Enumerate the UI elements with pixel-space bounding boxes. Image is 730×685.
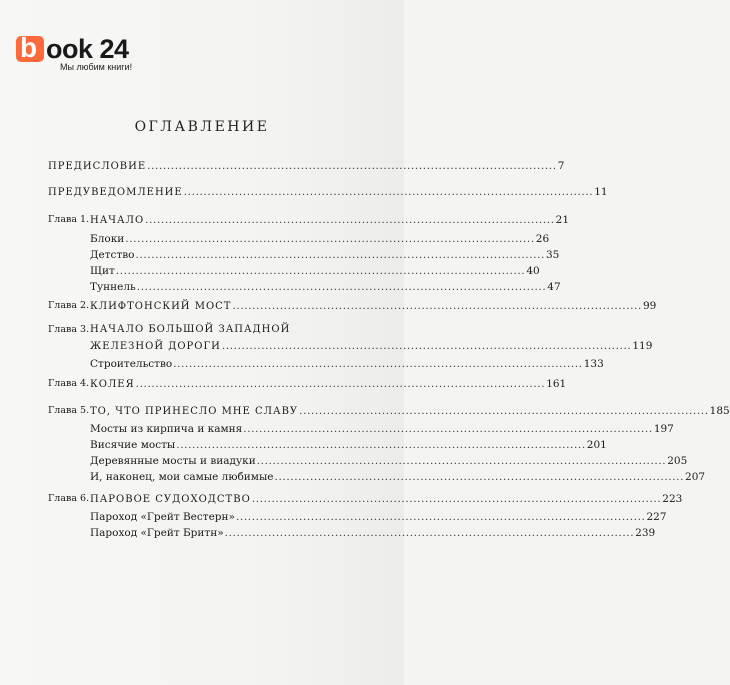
toc-entry-label: Туннель [90,281,136,293]
leader-dots: ........................................................................................................ [256,455,667,467]
toc-entry-chapter-6[interactable] [48,491,683,507]
leader-dots: ........................................................................................................ [224,527,635,539]
leader-dots: ........................................................................................................ [221,340,632,352]
toc-page-number: 227 [646,511,667,523]
leader-dots: ........................................................................................................ [235,511,646,523]
toc-page-number: 35 [546,249,560,261]
toc-entry-label-line2: ЖЕЛЕЗНОЙ ДОРОГИ [90,341,221,352]
toc-entry-chapter-4[interactable] [48,376,567,392]
toc-entry-shield[interactable] [48,263,540,279]
leader-dots: ........................................................................................................ [176,439,586,451]
toc-page-number: 26 [535,233,550,245]
chapter-number: Глава 5. [48,405,90,416]
toc-page-number: 119 [632,340,653,352]
leader-dots: ........................................................................................................ [147,160,557,172]
toc-entry-chapter-2[interactable] [48,298,657,314]
toc-page-number: 99 [642,300,657,312]
toc-page-number: 21 [555,214,570,226]
logo-tagline: Мы любим книги! [60,62,133,72]
toc-entry-label: ТО, ЧТО ПРИНЕСЛО МНЕ СЛАВУ [90,406,299,417]
leader-dots: ........................................................................................................ [125,233,535,245]
toc-entry-label: ПРЕДИСЛОВИЕ [48,161,147,172]
toc-entry-label: ПРЕДУВЕДОМЛЕНИЕ [48,187,183,198]
chapter-number: Глава 6. [48,493,90,504]
toc-entry-chapter-3[interactable] [48,322,358,338]
toc-page-number: 201 [586,439,607,451]
leader-dots: ........................................................................................................ [274,471,685,483]
chapter-number: Глава 2. [48,300,90,311]
toc-entry-wooden-bridges[interactable] [48,453,688,469]
toc-entry-great-britain[interactable] [48,525,656,541]
toc-entry-suspension-bridges[interactable] [48,437,607,453]
leader-dots: ........................................................................................................ [173,358,583,370]
toc-entry-label: НАЧАЛО БОЛЬШОЙ ЗАПАДНОЙ [90,324,291,335]
toc-entry-label: Висячие мосты [90,439,176,451]
leader-dots: ........................................................................................................ [183,186,594,198]
leader-dots: ........................................................................................................ [135,249,545,261]
toc-entry-label: И, наконец, мои самые любимые [90,471,274,483]
toc-entry-label: Мосты из кирпича и камня [90,423,243,435]
book24-logo[interactable] [16,32,146,76]
toc-entry-label: Пароход «Грейт Вестерн» [90,511,235,523]
toc-entry-childhood[interactable] [48,247,560,263]
toc-entry-label: Блоки [90,233,125,245]
logo-b-letter: b [20,32,38,63]
leader-dots: ........................................................................................................ [145,214,555,226]
toc-entry-label: Пароход «Грейт Бритн» [90,527,224,539]
leader-dots: ........................................................................................................ [299,405,709,417]
toc-page-number: 185 [709,405,730,417]
toc-entry-label: КЛИФТОНСКИЙ МОСТ [90,301,232,312]
chapter-number: Глава 3. [48,324,90,335]
leader-dots: ........................................................................................................ [251,493,662,505]
toc-entry-preface[interactable] [48,158,565,174]
toc-page-number: 205 [667,455,688,467]
toc-page-number: 7 [557,160,565,172]
toc-entry-label: НАЧАЛО [90,215,145,226]
toc-entry-label: Деревянные мосты и виадуки [90,455,256,467]
leader-dots: ........................................................................................................ [243,423,653,435]
toc-entry-chapter-3-cont[interactable] [48,338,653,354]
toc-page-number: 239 [635,527,656,539]
chapter-number: Глава 1. [48,214,90,225]
toc-page-number: 223 [662,493,683,505]
leader-dots: ........................................................................................................ [136,281,547,293]
leader-dots: ........................................................................................................ [232,300,642,312]
toc-entry-label: КОЛЕЯ [90,379,135,390]
toc-page-number: 161 [546,378,567,390]
leader-dots: ........................................................................................................ [135,378,546,390]
toc-page-number: 133 [583,358,604,370]
toc-title: ОГЛАВЛЕНИЕ [134,119,270,135]
toc-page-number: 40 [526,265,540,277]
toc-entry-tunnel[interactable] [48,279,561,295]
toc-page-number: 207 [685,471,706,483]
toc-page-number: 197 [653,423,674,435]
toc-page-number: 47 [547,281,561,293]
logo-wordmark: ook 24 [46,34,129,64]
toc-entry-label: Детство [90,249,135,261]
toc-entry-favorites[interactable] [48,469,706,485]
toc-entry-blocks[interactable] [48,231,550,247]
logo-b-badge [16,32,44,63]
toc-entry-foreword[interactable] [48,184,608,200]
chapter-number: Глава 4. [48,378,90,389]
leader-dots: ........................................................................................................ [115,265,526,277]
toc-entry-chapter-5[interactable] [48,403,730,419]
toc-entry-chapter-1[interactable] [48,212,570,228]
toc-entry-label: Строительство [90,358,173,370]
toc-entry-construction[interactable] [48,356,604,372]
toc-entry-brick-bridges[interactable] [48,421,674,437]
toc-entry-great-western[interactable] [48,509,667,525]
toc-entry-label: Щит [90,265,115,277]
toc-entry-label: ПАРОВОЕ СУДОХОДСТВО [90,494,251,505]
toc-page-number: 11 [594,186,608,198]
